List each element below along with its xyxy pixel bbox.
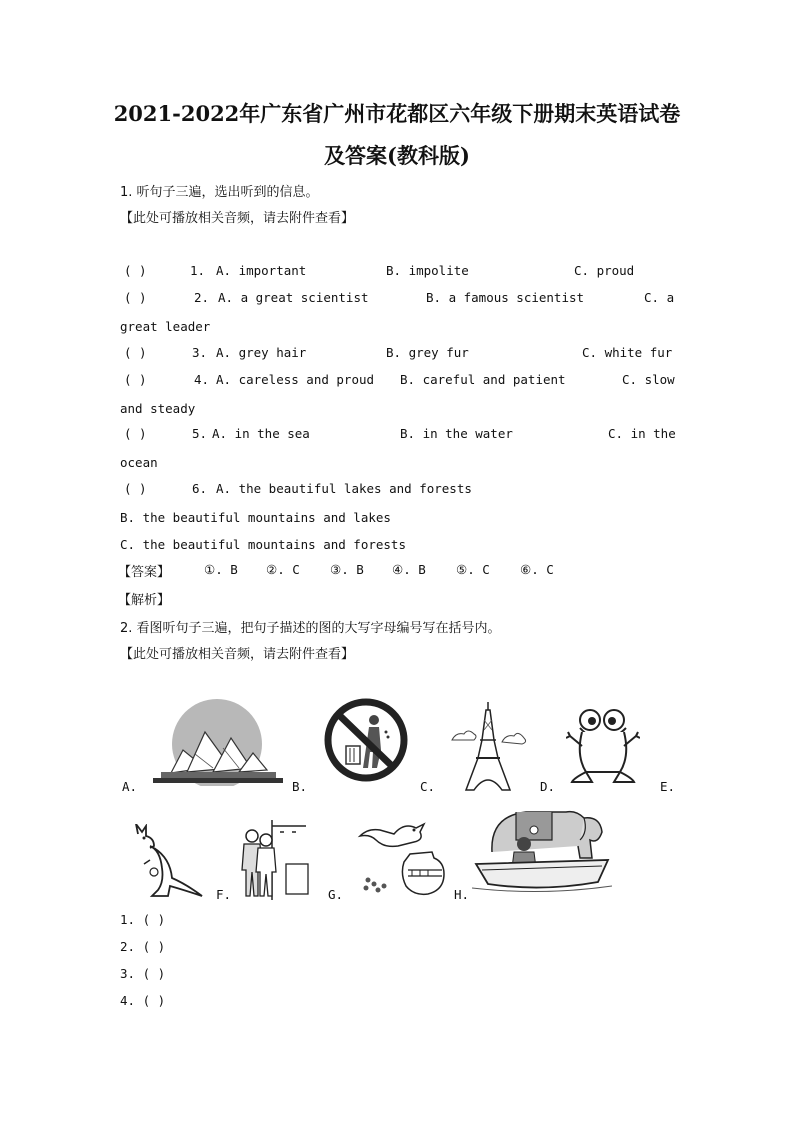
answer-paren[interactable]: ( ) xyxy=(124,345,147,360)
answer-paren[interactable]: ( ) xyxy=(124,426,147,441)
item-number: 4. xyxy=(194,372,210,387)
option-c: C. a xyxy=(644,290,675,305)
picture-letter-e: E. xyxy=(660,779,676,794)
picture-letter-f: F. xyxy=(216,887,232,902)
q2-blank-4[interactable]: 4. ( ) xyxy=(120,993,166,1008)
picture-letter-c: C. xyxy=(420,779,436,794)
answer-6: ⑥. C xyxy=(520,562,554,577)
kangaroo-icon xyxy=(124,824,204,900)
option-b: B. grey fur xyxy=(386,345,469,360)
item-number: 1. xyxy=(190,263,206,278)
option-b: B. careful and patient xyxy=(400,372,566,387)
answer-paren[interactable]: ( ) xyxy=(124,290,147,305)
option-b: B. a famous scientist xyxy=(426,290,585,305)
option-a: A. careless and proud xyxy=(216,372,375,387)
item-number: 3. xyxy=(192,345,208,360)
picture-letter-a: A. xyxy=(122,779,138,794)
option-a: A. the beautiful lakes and forests xyxy=(216,481,472,496)
picture-letter-b: B. xyxy=(292,779,308,794)
q1-audio-note: 【此处可播放相关音频，请去附件查看】 xyxy=(120,211,355,226)
bird-vase-icon xyxy=(354,818,448,898)
q2-audio-note: 【此处可播放相关音频，请去附件查看】 xyxy=(120,647,355,662)
option-c: C. proud xyxy=(574,263,635,278)
answer-2: ②. C xyxy=(266,562,300,577)
item-number: 6. xyxy=(192,481,208,496)
answer-3: ③. B xyxy=(330,562,364,577)
answer-5: ⑤. C xyxy=(456,562,490,577)
answer-1: ①. B xyxy=(204,562,238,577)
option-b: B. impolite xyxy=(386,263,469,278)
answer-4: ④. B xyxy=(392,562,426,577)
item-number: 5. xyxy=(192,426,208,441)
q2-heading: 2. 看图听句子三遍，把句子描述的图的大写字母编号写在括号内。 xyxy=(120,621,501,636)
option-a: A. in the sea xyxy=(212,426,310,441)
option-c: C. white fur xyxy=(582,345,673,360)
option-c-continued: ocean xyxy=(120,455,158,470)
picture-letter-g: G. xyxy=(328,887,344,902)
frog-icon xyxy=(566,706,640,786)
option-a: A. grey hair xyxy=(216,345,307,360)
option-a: A. a great scientist xyxy=(218,290,369,305)
option-a: A. important xyxy=(216,263,307,278)
picture-letter-d: D. xyxy=(540,779,556,794)
answer-paren[interactable]: ( ) xyxy=(124,372,147,387)
elephant-boat-icon xyxy=(472,800,612,896)
item-number: 2. xyxy=(194,290,210,305)
picture-letter-h: H. xyxy=(454,887,470,902)
option-c: C. slow xyxy=(622,372,675,387)
q2-blank-3[interactable]: 3. ( ) xyxy=(120,966,166,981)
page-title-line2: 及答案(教科版) xyxy=(324,143,470,168)
people-icon xyxy=(236,820,312,900)
q2-blank-1[interactable]: 1. ( ) xyxy=(120,912,166,927)
answer-label: 【答案】 xyxy=(118,565,171,580)
option-c-continued: and steady xyxy=(120,401,196,416)
opera-house-icon xyxy=(143,698,288,786)
page-title-line1: 2021-2022年广东省广州市花都区六年级下册期末英语试卷 xyxy=(113,101,681,126)
analysis-label: 【解析】 xyxy=(118,593,171,608)
answer-paren[interactable]: ( ) xyxy=(124,263,147,278)
q2-blank-2[interactable]: 2. ( ) xyxy=(120,939,166,954)
option-c: C. in the xyxy=(608,426,676,441)
eiffel-tower-icon xyxy=(448,700,528,792)
option-b: B. the beautiful mountains and lakes xyxy=(120,510,391,525)
q1-heading: 1. 听句子三遍，选出听到的信息。 xyxy=(120,185,319,200)
option-c: C. the beautiful mountains and forests xyxy=(120,537,406,552)
answer-paren[interactable]: ( ) xyxy=(124,481,147,496)
option-c-continued: great leader xyxy=(120,319,211,334)
option-b: B. in the water xyxy=(400,426,513,441)
no-littering-icon xyxy=(324,698,408,782)
